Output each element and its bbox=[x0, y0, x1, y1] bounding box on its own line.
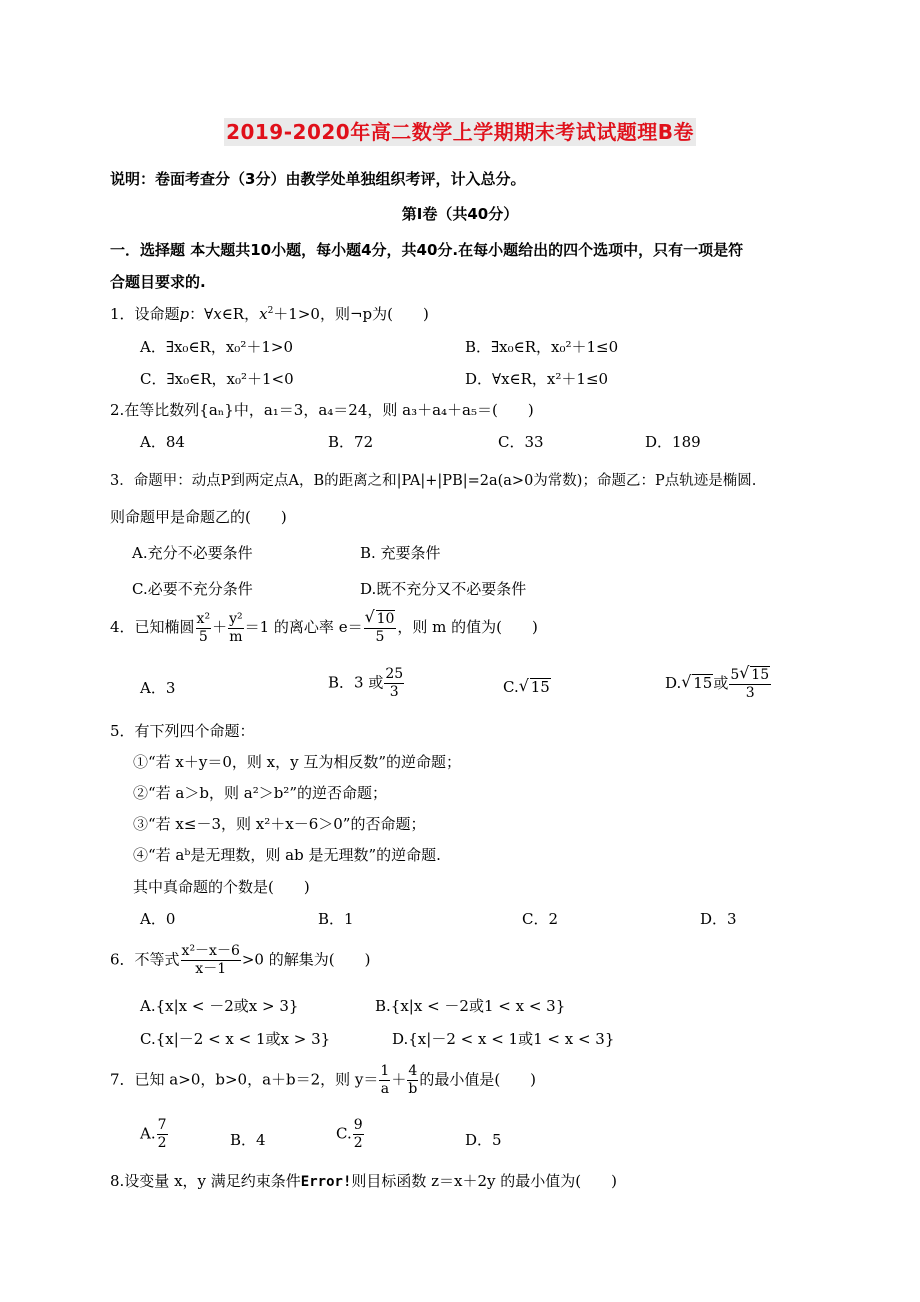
fraction: $\frac{\text{y²}}{m}$ bbox=[229, 610, 243, 645]
question-5-option-d: D．3 bbox=[700, 910, 737, 928]
question-5-statement-4: ④“若 aᵇ是无理数，则 ab 是无理数”的逆命题. bbox=[133, 846, 441, 864]
question-8-stem: 8.设变量 x，y 满足约束条件Error!则目标函数 z＝x＋2y 的最小值为( ) bbox=[110, 1172, 617, 1190]
question-7-option-b: B．4 bbox=[230, 1131, 266, 1149]
question-1-option-c: C．∃x₀∈R，x₀²＋1<0 bbox=[140, 370, 294, 388]
fraction: $\frac{1}{a}$ bbox=[380, 1063, 390, 1097]
question-6-option-c: C.{x|－2 < x < 1或x > 3} bbox=[140, 1030, 331, 1048]
exam-title: 2019-2020年高二数学上学期期末考试试题理B卷 bbox=[226, 120, 694, 144]
question-1-stem: 1．设命题p：∀x∈R，$x^2+1>0$，则¬p为( ) bbox=[110, 305, 429, 323]
question-2-stem: 2.在等比数列{aₙ}中，a₁＝3，a₄＝24，则 a₃＋a₄＋a₅＝( ) bbox=[110, 401, 534, 419]
question-3-option-a: A.充分不必要条件 bbox=[132, 544, 253, 562]
question-3-stem-line1: 3．命题甲：动点P到两定点A，B的距离之和|PA|+|PB|=2a(a>0为常数)；命题乙：P点轨迹是椭圆. bbox=[110, 473, 757, 489]
question-7-option-a: A. $\frac{7}{2}$ bbox=[140, 1117, 167, 1151]
question-5-option-c: C．2 bbox=[522, 910, 559, 928]
part-heading: 第Ⅰ卷（共40分） bbox=[401, 205, 519, 223]
fraction: $\frac{4}{b}$ bbox=[408, 1063, 418, 1097]
question-5-ask: 其中真命题的个数是( ) bbox=[133, 878, 310, 896]
question-7-option-c: C. $\frac{9}{2}$ bbox=[336, 1117, 363, 1151]
scoring-note: 说明：卷面考查分（3分）由教学处单独组织考评，计入总分。 bbox=[110, 170, 526, 188]
question-3-option-d: D.既不充分又不必要条件 bbox=[360, 580, 527, 598]
question-5-option-a: A．0 bbox=[140, 910, 176, 928]
question-4-option-b: B．3 或 $\frac{25}{3}$ bbox=[328, 666, 404, 700]
question-2-option-b: B．72 bbox=[328, 433, 374, 451]
fraction: √ 10 5 bbox=[364, 607, 395, 645]
question-3-stem-line2: 则命题甲是命题乙的( ) bbox=[110, 508, 287, 526]
question-6-option-b: B.{x|x < －2或1 < x < 3} bbox=[375, 997, 566, 1015]
question-5-statement-2: ②“若 a＞b，则 a²＞b²”的逆否命题； bbox=[133, 784, 387, 802]
question-1-option-d: D．∀x∈R，x²＋1≤0 bbox=[465, 370, 609, 388]
question-2-option-c: C．33 bbox=[498, 433, 544, 451]
question-3-option-b: B. 充要条件 bbox=[360, 544, 441, 562]
question-7-option-d: D．5 bbox=[465, 1131, 502, 1149]
question-4-option-a: A．3 bbox=[140, 679, 176, 697]
question-6-stem: 6．不等式 $\frac{\text{x²－x－6}}{x-1}$ >0 的解集为( ) bbox=[110, 943, 371, 977]
fraction: $\frac{\text{x²－x－6}}{x-1}$ bbox=[181, 943, 240, 977]
question-4-stem: 4．已知椭圆 $\frac{\text{x²}}{5}$ ＋ $\frac{\text{y²}}{m}$ ＝1 的离心率 e＝ √ 10 5 ，则 m 的值为( ) bbox=[110, 607, 538, 645]
question-5-stem: 5．有下列四个命题： bbox=[110, 722, 255, 740]
question-3-option-c: C.必要不充分条件 bbox=[132, 580, 253, 598]
section-instructions-line2: 合题目要求的. bbox=[110, 273, 206, 291]
fraction: $\frac{\text{x²}}{5}$ bbox=[196, 610, 211, 645]
question-4-option-c: C. √ 15 bbox=[503, 676, 550, 696]
question-6-option-d: D.{x|－2 < x < 1或1 < x < 3} bbox=[392, 1030, 615, 1048]
question-2-option-d: D．189 bbox=[645, 433, 701, 451]
question-7-stem: 7．已知 a>0，b>0，a＋b＝2，则 y＝ $\frac{1}{a}$ ＋ $\frac{4}{b}$ 的最小值是( ) bbox=[110, 1063, 537, 1097]
question-2-option-a: A．84 bbox=[140, 433, 185, 451]
question-4-option-d: D. √ 15或 5 √ 15 3 bbox=[665, 663, 770, 701]
question-5-option-b: B．1 bbox=[318, 910, 354, 928]
question-6-option-a: A.{x|x < －2或x > 3} bbox=[140, 997, 299, 1015]
question-5-statement-1: ①“若 x＋y＝0，则 x，y 互为相反数”的逆命题； bbox=[133, 753, 462, 771]
question-5-statement-3: ③“若 x≤－3，则 x²＋x－6＞0”的否命题； bbox=[133, 815, 426, 833]
question-1-option-a: A．∃x₀∈R，x₀²＋1>0 bbox=[140, 338, 293, 356]
question-1-option-b: B．∃x₀∈R，x₀²＋1≤0 bbox=[465, 338, 619, 356]
error-placeholder: Error! bbox=[300, 1174, 352, 1190]
section-instructions-line1: 一．选择题 本大题共10小题，每小题4分，共40分.在每小题给出的四个选项中，只有一项是符 bbox=[110, 241, 744, 259]
